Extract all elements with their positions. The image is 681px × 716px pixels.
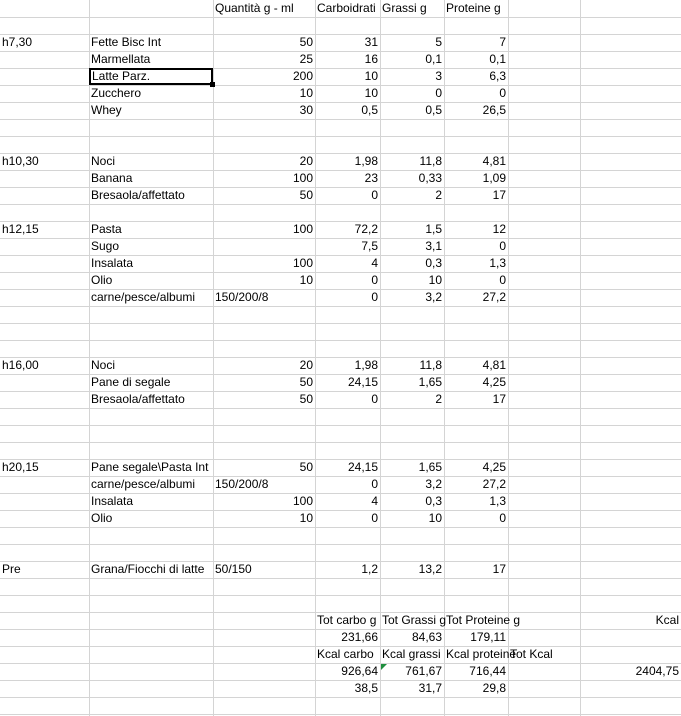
protein-cell[interactable]: 17	[492, 392, 506, 406]
carbo-cell[interactable]: 0	[371, 392, 378, 406]
kcal-total-value[interactable]: 2404,75	[635, 664, 679, 678]
row-gridline	[0, 578, 681, 579]
row-gridline	[0, 425, 681, 426]
fat-cell[interactable]: 0,1	[425, 52, 442, 66]
quantity-cell[interactable]: 30	[299, 103, 313, 117]
row-gridline	[0, 527, 681, 528]
food-name-cell[interactable]: Sugo	[91, 239, 120, 253]
food-name-cell[interactable]: Insalata	[91, 494, 134, 508]
food-name-cell[interactable]: Banana	[91, 171, 133, 185]
header-grassi[interactable]: Grassi g	[382, 1, 427, 15]
row-gridline	[0, 136, 681, 137]
food-name-cell[interactable]: Olio	[91, 511, 113, 525]
meal-time-cell[interactable]: h16,00	[2, 358, 39, 372]
tot-proteine-value[interactable]: 179,11	[470, 630, 506, 644]
protein-cell[interactable]: 7	[499, 35, 506, 49]
quantity-cell[interactable]: 50	[299, 460, 313, 474]
quantity-cell[interactable]: 50/150	[215, 562, 252, 576]
fat-cell[interactable]: 2	[435, 392, 442, 406]
protein-cell[interactable]: 27,2	[482, 477, 506, 491]
quantity-cell[interactable]: 100	[292, 222, 313, 236]
quantity-cell[interactable]: 50	[299, 392, 313, 406]
tot-carbo-value[interactable]: 231,66	[341, 630, 378, 644]
food-name-cell[interactable]: Insalata	[91, 256, 134, 270]
row-gridline	[0, 340, 681, 341]
food-name-cell[interactable]: Bresaola/affettato	[91, 188, 185, 202]
protein-cell[interactable]: 12	[492, 222, 506, 236]
quantity-cell[interactable]: 10	[299, 511, 313, 525]
quantity-cell[interactable]: 100	[292, 256, 313, 270]
protein-cell[interactable]: 6,3	[489, 69, 506, 83]
carbo-cell[interactable]: 0	[371, 477, 378, 491]
quantity-cell[interactable]: 20	[299, 154, 313, 168]
protein-cell[interactable]: 0	[499, 239, 506, 253]
carbo-cell[interactable]: 7,5	[361, 239, 378, 253]
fat-cell[interactable]: 11,8	[419, 358, 442, 372]
quantity-cell[interactable]: 100	[292, 171, 313, 185]
quantity-cell[interactable]: 150/200/8	[215, 477, 269, 491]
fat-cell[interactable]: 3,2	[425, 290, 442, 304]
fat-cell[interactable]: 13,2	[418, 562, 442, 576]
fat-cell[interactable]: 0,3	[425, 256, 442, 270]
carbo-cell[interactable]: 16	[364, 52, 378, 66]
quantity-cell[interactable]	[213, 238, 315, 255]
carbo-cell[interactable]: 4	[371, 256, 378, 270]
protein-cell[interactable]: 17	[492, 562, 506, 576]
pct-proteine-value[interactable]: 29,8	[482, 681, 506, 695]
quantity-cell[interactable]: 20	[299, 358, 313, 372]
fat-cell[interactable]: 10	[428, 273, 442, 287]
quantity-cell[interactable]: 100	[292, 494, 313, 508]
fat-cell[interactable]: 0,3	[425, 494, 442, 508]
meal-time-cell[interactable]: h7,30	[2, 35, 33, 49]
protein-cell[interactable]: 4,81	[482, 154, 506, 168]
protein-cell[interactable]: 0	[499, 273, 506, 287]
row-gridline	[0, 17, 681, 18]
kcal-grassi-label[interactable]: Kcal grassi	[382, 647, 441, 661]
row-gridline	[0, 204, 681, 205]
carbo-cell[interactable]: 0,5	[361, 103, 378, 117]
quantity-cell[interactable]: 150/200/8	[215, 290, 269, 304]
error-indicator-icon	[381, 664, 387, 670]
row-gridline	[0, 323, 681, 324]
food-name-cell[interactable]: Noci	[91, 154, 116, 168]
carbo-cell[interactable]: 10	[364, 69, 378, 83]
fat-cell[interactable]: 3,2	[425, 477, 442, 491]
pct-grassi-value[interactable]: 31,7	[418, 681, 442, 695]
tot-kcal-label[interactable]: Tot Kcal	[510, 647, 553, 661]
row-gridline	[0, 714, 681, 715]
quantity-cell[interactable]: 50	[299, 188, 313, 202]
fat-cell[interactable]: 10	[428, 511, 442, 525]
protein-cell[interactable]: 0,1	[489, 52, 506, 66]
column-gridline	[508, 0, 509, 716]
carbo-cell[interactable]: 4	[371, 494, 378, 508]
food-name-cell[interactable]: Pane di segale	[91, 375, 171, 389]
protein-cell[interactable]: 4,25	[482, 460, 506, 474]
row-gridline	[0, 306, 681, 307]
quantity-cell[interactable]: 10	[299, 273, 313, 287]
row-gridline	[0, 119, 681, 120]
quantity-cell[interactable]: 200	[292, 69, 313, 83]
food-name-cell[interactable]: Grana/Fiocchi di latte	[91, 562, 205, 576]
fat-cell[interactable]: 3	[435, 69, 442, 83]
fat-cell[interactable]: 5	[435, 35, 442, 49]
kcal-proteine-value[interactable]: 716,44	[469, 664, 506, 678]
kcal-proteine-label[interactable]: Kcal proteine	[446, 647, 517, 661]
food-name-cell[interactable]: Pasta	[91, 222, 122, 236]
carbo-cell[interactable]: 72,2	[354, 222, 378, 236]
carbo-cell[interactable]: 0	[371, 511, 378, 525]
tot-grassi-label[interactable]: Tot Grassi g	[382, 613, 447, 627]
food-name-cell[interactable]: carne/pesce/albumi	[91, 477, 196, 491]
carbo-cell[interactable]: 1,98	[354, 358, 378, 372]
column-gridline	[580, 0, 581, 716]
carbo-cell[interactable]: 1,2	[361, 562, 378, 576]
protein-cell[interactable]: 1,3	[489, 256, 506, 270]
food-name-cell[interactable]: Bresaola/affettato	[91, 392, 185, 406]
kcal-carbo-value[interactable]: 926,64	[341, 664, 378, 678]
food-name-cell[interactable]: carne/pesce/albumi	[91, 290, 196, 304]
fat-cell[interactable]: 1,65	[418, 375, 442, 389]
food-name-cell[interactable]: Whey	[91, 103, 122, 117]
food-name-cell[interactable]: Olio	[91, 273, 113, 287]
food-name-cell[interactable]: Marmellata	[91, 52, 151, 66]
food-name-cell[interactable]: Fette Bisc Int	[91, 35, 162, 49]
header-proteine[interactable]: Proteine g	[446, 1, 501, 15]
protein-cell[interactable]: 0	[499, 86, 506, 100]
fat-cell[interactable]: 11,8	[419, 154, 442, 168]
meal-time-cell[interactable]: h20,15	[2, 460, 39, 474]
fat-cell[interactable]: 0,5	[425, 103, 442, 117]
protein-cell[interactable]: 27,2	[482, 290, 506, 304]
meal-time-cell[interactable]: h12,15	[2, 222, 39, 236]
kcal-grassi-value[interactable]: 761,67	[405, 664, 442, 678]
header-quantita[interactable]: Quantità g - ml	[215, 1, 294, 15]
row-gridline	[0, 408, 681, 409]
row-gridline	[0, 442, 681, 443]
protein-cell[interactable]: 4,25	[482, 375, 506, 389]
fat-cell[interactable]: 1,5	[425, 222, 442, 236]
carbo-cell[interactable]: 10	[364, 86, 378, 100]
carbo-cell[interactable]: 0	[371, 273, 378, 287]
meal-time-cell[interactable]: Pre	[2, 562, 21, 576]
row-gridline	[0, 595, 681, 596]
tot-carbo-label[interactable]: Tot carbo g	[317, 613, 377, 627]
protein-cell[interactable]: 0	[499, 511, 506, 525]
quantity-cell[interactable]: 25	[299, 52, 313, 66]
fat-cell[interactable]: 3,1	[425, 239, 442, 253]
kcal-carbo-label[interactable]: Kcal carbo	[317, 647, 374, 661]
carbo-cell[interactable]: 24,15	[347, 460, 378, 474]
carbo-cell[interactable]: 0	[371, 290, 378, 304]
protein-cell[interactable]: 26,5	[482, 103, 506, 117]
tot-grassi-value[interactable]: 84,63	[411, 630, 442, 644]
protein-cell[interactable]: 17	[492, 188, 506, 202]
quantity-cell[interactable]: 50	[299, 35, 313, 49]
protein-cell[interactable]: 1,09	[482, 171, 506, 185]
food-name-cell[interactable]: Pane segale\Pasta Int	[91, 460, 209, 474]
kcal-label[interactable]: Kcal	[655, 613, 679, 627]
fat-cell[interactable]: 2	[435, 188, 442, 202]
quantity-cell[interactable]: 50	[299, 375, 313, 389]
tot-proteine-label[interactable]: Tot Proteine g	[446, 613, 521, 627]
carbo-cell[interactable]: 23	[364, 171, 378, 185]
pct-carbo-value[interactable]: 38,5	[354, 681, 378, 695]
row-gridline	[0, 697, 681, 698]
fat-cell[interactable]: 1,65	[418, 460, 442, 474]
food-name-cell[interactable]: Noci	[91, 358, 116, 372]
selected-cell[interactable]: Latte Parz.	[89, 68, 213, 85]
protein-cell[interactable]: 1,3	[489, 494, 506, 508]
carbo-cell[interactable]: 0	[371, 188, 378, 202]
header-carboidrati[interactable]: Carboidrati	[317, 1, 376, 15]
quantity-cell[interactable]: 10	[299, 86, 313, 100]
carbo-cell[interactable]: 24,15	[347, 375, 378, 389]
protein-cell[interactable]: 4,81	[482, 358, 506, 372]
fat-cell[interactable]: 0	[435, 86, 442, 100]
fat-cell[interactable]: 0,33	[418, 171, 442, 185]
carbo-cell[interactable]: 31	[364, 35, 378, 49]
carbo-cell[interactable]: 1,98	[354, 154, 378, 168]
meal-time-cell[interactable]: h10,30	[2, 154, 39, 168]
row-gridline	[0, 544, 681, 545]
food-name-cell[interactable]: Zucchero	[91, 86, 142, 100]
